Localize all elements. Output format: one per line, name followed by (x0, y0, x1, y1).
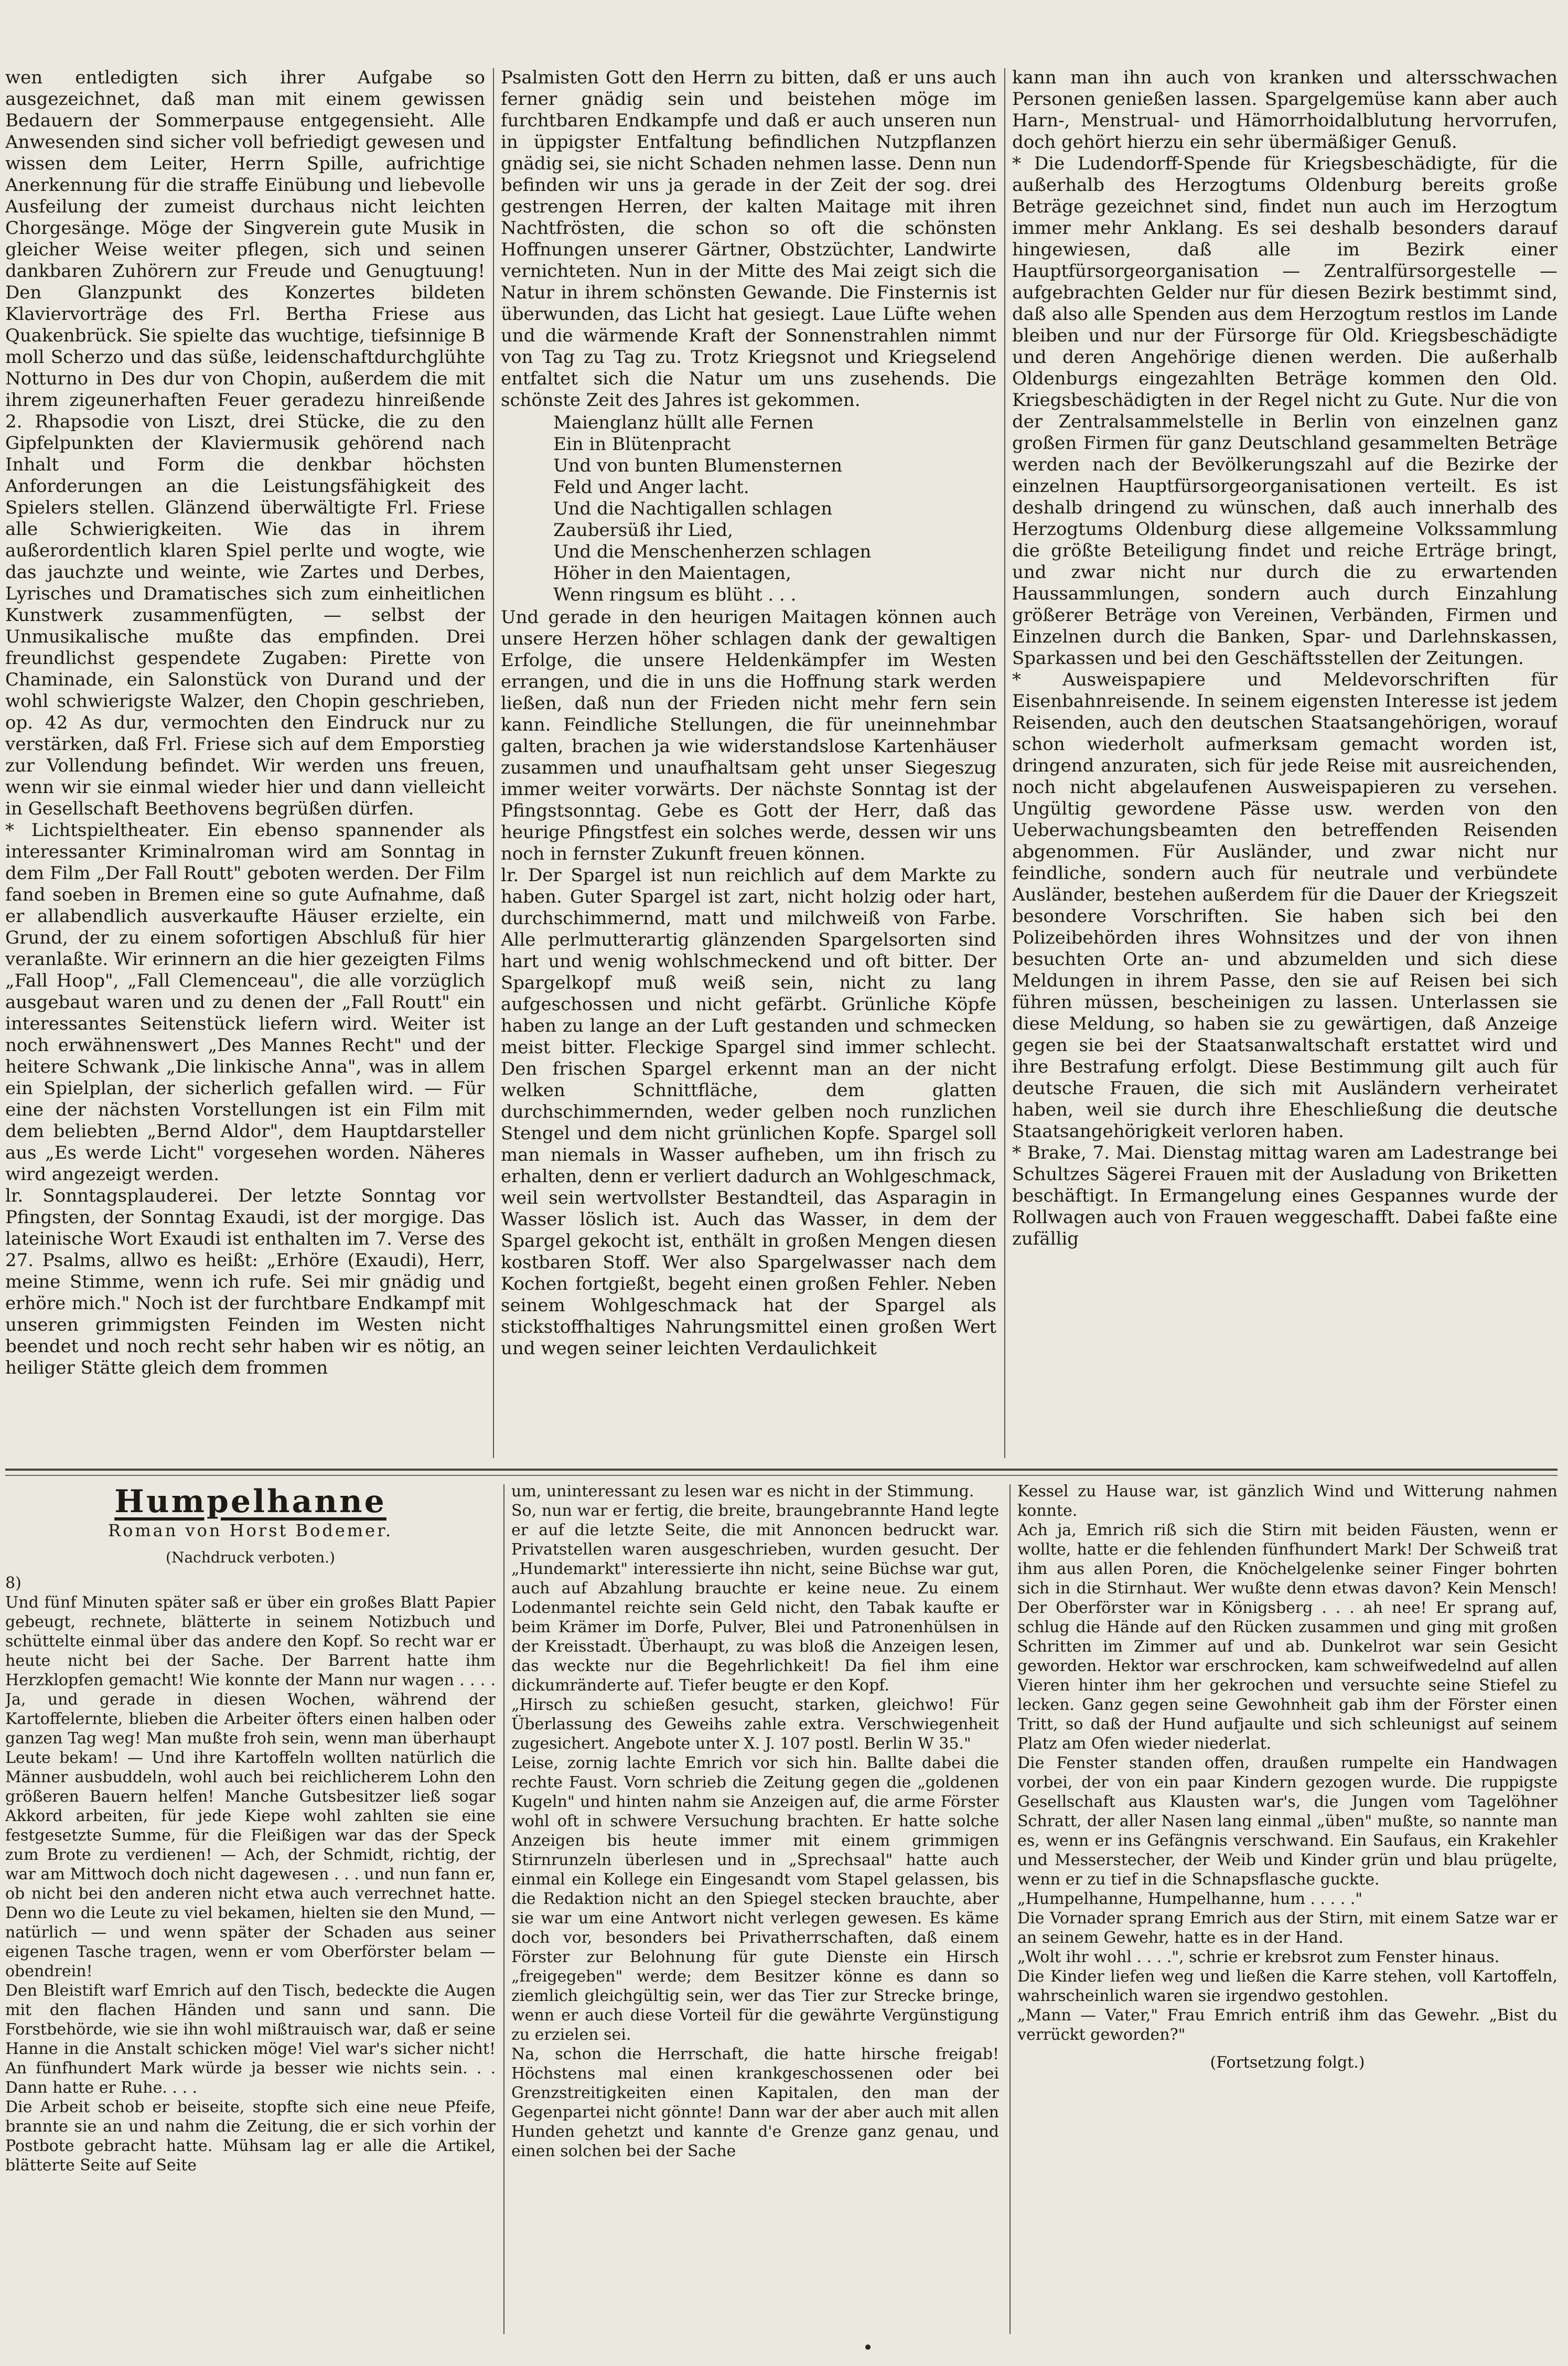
installment-number: 8) (5, 1574, 22, 1592)
poem-line: Wenn ringsum es blüht . . . (553, 584, 797, 605)
novel-paragraph: Die Kinder liefen weg und ließen die Karre stehen, voll Kartoffeln, wahrscheinlich waren sie irgendwo gestohlen. (1017, 1967, 1558, 2005)
novel-paragraph: Den Bleistift warf Emrich auf den Tisch, bedeckte die Augen mit den flachen Händen und sann und sann. Die Forstbehörde, wie sie ihn wohl mißtrauisch war, daß er seine Hanne in die Anstalt schicken möge! Viel war's sicher nicht! An fünfhundert Mark würde ja besser wie nichts sein. . . Dann hatte er Ruhe. . . . (5, 1982, 496, 2097)
section-divider-thin (5, 1475, 1558, 1476)
novel-paragraph: Na, schon die Herrschaft, die hatte hirsche freigab! Höchstens mal einen krankgeschossenen oder bei Grenzstreitigkeiten einen Kapitalen, den man der Gegenpartei nicht gönnte! Dann war der aber auch mit allen Hunden gehetzt und kannte d'e Grenze ganz genau, und einen solchen bei der Sache (511, 2045, 999, 2160)
serial-column-3 (1017, 1482, 1558, 2342)
serial-column-2 (511, 1482, 999, 2342)
poem-line: Maienglanz hüllt alle Fernen (553, 412, 814, 433)
novel-paragraph: Ach ja, Emrich riß sich die Stirn mit beiden Fäusten, wenn er wollte, hatte er die fehlenden fünfhundert Mark! Der Schweiß trat ihm aus allen Poren, die Knöchelgelenke seiner Finger bohrten sich in die Stirnhaut. Wer wußte denn etwas davon? Kein Mensch! Der Oberförster war in Königsberg . . . ah nee! Er sprang auf, schlug die Hände auf den Rücken zusammen und ging mit großen Schritten im Zimmer auf und ab. Dunkelrot war sein Gesicht geworden. Hektor war erschrocken, kam schweifwedelnd auf allen Vieren hinter ihm her gekrochen und versuchte seine Stiefel zu lecken. Ganz gegen seine Gewohnheit gab ihm der Förster einen Tritt, so daß der Hund aufjaulte und sich schleunigst auf seinem Platz am Ofen wieder niederlat. (1017, 1521, 1558, 1753)
reprint-notice: (Nachdruck verboten.) (166, 1549, 335, 1566)
novel-paragraph: Leise, zornig lachte Emrich vor sich hin. Ballte dabei die rechte Faust. Vorn schrieb die Zeitung gegen die „goldenen Kugeln" und hinten nahm sie Anzeigen auf, die arme Förster wohl oft in schwere Versuchung brachten. Er hatte solche Anzeigen bis heute immer mit einem grimmigen Stirnrunzeln überlesen und in „Sprechsaal" hatte auch einmal ein Kollege ein Eingesandt vom Stapel gelassen, bis die Redaktion nicht an den Spiegel stecken brauchte, aber sie war um eine Antwort nicht verlegen gewesen. Es käme doch vor, besonders bei Privatherrschaften, daß einem Förster zur Belohnung für gute Dienste ein Hirsch „freigegeben" werde; dem Besitzer könne es dann so ziemlich gleichgültig sein, wer das Tier zur Strecke bringe, wenn er auch diese Vorteil für die gewährte Vergünstigung zu erzielen sei. (511, 1754, 999, 2044)
novel-paragraph: „Humpelhanne, Humpelhanne, hum . . . . ." (1017, 1890, 1363, 1908)
cinema-notice: * Lichtspieltheater. Ein ebenso spannender als interessanter Kriminalroman wird am Sonntag in dem Film „Der Fall Routt" geboten werden. Der Film fand soeben in Bremen eine so gute Aufnahme, daß er allabendlich ausverkaufte Häuser erzielte, ein Grund, der zu einem sofortigen Abschluß für hier veranlaßte. Wir erinnern an die hier gezeigten Films „Fall Hoop", „Fall Clemenceau", die alle vorzüglich ausgebaut waren und zu denen der „Fall Routt" ein interessantes Seitenstück liefern wird. Weiter ist noch erwähnenswert „Des Mannes Recht" und der heitere Schwank „Die linkische Anna", was in allem ein Spielplan, der sicherlich gefallen wird. — Für eine der nächsten Vorstellungen ist ein Film mit dem beliebten „Bernd Aldor", dem Hauptdarsteller aus „Es werde Licht" vorgesehen worden. Näheres wird angezeigt werden. (5, 820, 485, 1185)
novel-author: Roman von Horst Bodemer. (108, 1521, 393, 1540)
continuation-notice: (Fortsetzung folgt.) (1210, 2053, 1365, 2072)
novel-paragraph: Und fünf Minuten später saß er über ein großes Blatt Papier gebeugt, rechnete, blätterte in seinem Notizbuch und schüttelte einmal über das andere den Kopf. So recht war er heute nicht bei der Sache. Der Barrent hatte ihm Herzklopfen gemacht! Wie konnte der Mann nur wagen . . . . Ja, und gerade in diesen Wochen, während der Kartoffelernte, blieben die Arbeiter öfters einen halben oder ganzen Tag weg! Man mußte froh sein, wenn man überhaupt Leute bekam! — Und ihre Kartoffeln wollten natürlich die Männer ausbuddeln, wohl auch bei reichlicherem Lohn den größeren Bauern helfen! Manche Gutsbesitzer ließ sogar Akkord arbeiten, für jede Kiepe wohl zahlten sie eine festgesetzte Summe, für die Fleißigen war das der Speck zum Brote zu verdienen! — Ach, der Schmidt, richtig, der war am Mittwoch doch nicht dagewesen . . . und nun fann er, ob nicht bei den anderen nicht etwa auch verrechnet hatte. Denn wo die Leute zu viel bekamen, hielten sie den Mund, — natürlich — und wenn später der Schaden aus seiner eigenen Tasche tragen, wenn er vom Oberförster belam — obendrein! (5, 1593, 496, 1980)
column-rule (493, 68, 494, 1458)
serial-column-1 (5, 1482, 496, 2342)
poem-line: Und von bunten Blumensternen (553, 455, 842, 476)
column-rule (1009, 1484, 1011, 2334)
sunday-chat: lr. Sonntagsplauderei. Der letzte Sonntag vor Pfingsten, der Sonntag Exaudi, ist der morgige. Das lateinische Wort Exaudi ist enthalten im 7. Verse des 27. Psalms, allwo es heißt: „Erhöre (Exaudi), Herr, meine Stimme, wenn ich rufe. Sei mir gnädig und erhöre mich." Noch ist der furchtbare Endkampf mit unseren grimmigsten Feinden im Westen nicht beendet und noch recht sehr haben wir es nötig, an heiliger Stätte gleich dem frommen (5, 1185, 485, 1378)
novel-paragraph: Kessel zu Hause war, ist gänzlich Wind und Witterung nahmen konnte. (1017, 1482, 1558, 1520)
poem-line: Ein in Blütenpracht (553, 434, 731, 455)
brake-report: * Brake, 7. Mai. Dienstag mittag waren am Ladestrange bei Schultzes Sägerei Frauen mit der Ausladung von Briketten beschäftigt. In Ermangelung eines Gespannes wurde der Rollwagen auch von Frauen weggeschafft. Dabei faßte eine zufällig (1012, 1142, 1558, 1249)
travel-documents-notice: * Ausweispapiere und Meldevorschriften für Eisenbahnreisende. In seinem eigensten Interesse ist jedem Reisenden, auch den deutschen Staatsangehörigen, worauf schon wiederholt aufmerksam gemacht worden ist, dringend anzuraten, sich für jede Reise mit ausreichenden, noch nicht abgelaufenen Ausweispapieren zu versehen. Ungültig gewordene Pässe usw. werden von den Ueberwachungsbeamten den betreffenden Reisenden abgenommen. Für Ausländer, und zwar nicht nur feindliche, sondern auch für neutrale und verbündete Ausländer, bestehen außerdem für die Dauer der Kriegszeit besondere Vorschriften. Sie haben sich bei den Polizeibehörden ihres Wohnsitzes und der von ihnen besuchten Orte an- und abzumelden und sich diese Meldungen in ihrem Passe, den sie auf Reisen bei sich führen müssen, bescheinigen zu lassen. Unterlassen sie diese Meldung, so haben sie zu gewärtigen, daß Anzeige gegen sie bei der Staatsanwaltschaft erstattet wird und ihre Bestrafung erfolgt. Diese Bestimmung gilt auch für deutsche Frauen, die sich mit Ausländern verheiratet haben, weil sie durch ihre Eheschließung die deutsche Staatsangehörigkeit verloren haben. (1012, 669, 1558, 1142)
victory-paragraph: Und gerade in den heurigen Maitagen können auch unsere Herzen höher schlagen dank der gewaltigen Erfolge, die unsere Heldenkämpfer im Westen errangen, und die in uns die Hoffnung stark werden ließen, daß nun der Frieden nicht mehr fern sein kann. Feindliche Stellungen, die für uneinnehmbar galten, brachen ja wie widerstandslose Kartenhäuser zusammen und unaufhaltsam geht unser Siegeszug immer weiter vorwärts. Der nächste Sonntag ist der Pfingstsonntag. Gebe es Gott der Herr, daß das heurige Pfingstfest ein solches werde, dessen wir uns noch in fernster Zukunft freuen können. (501, 607, 996, 864)
novel-title: Humpelhanne (114, 1483, 386, 1520)
may-poem (553, 412, 996, 606)
poem-line: Und die Nachtigallen schlagen (553, 498, 833, 519)
ludendorff-donation: * Die Ludendorff-Spende für Kriegsbeschädigte, für die außerhalb des Herzogtums Oldenburg bereits große Beträge gezeichnet sind, findet nun auch im Herzogtum immer mehr Anklang. Es sei deshalb besonders darauf hingewiesen, daß alle im Bezirk einer Hauptfürsorgeorganisation — Zentralfürsorgestelle — aufgebrachten Gelder nur für diesen Bezirk bestimmt sind, daß also alle Spenden aus dem Herzogtum restlos im Lande bleiben und nur der Fürsorge für Old. Kriegsbeschädigte und deren Angehörige dienen werden. Die außerhalb Oldenburgs eingezahlten Beträge kommen den Old. Kriegsbeschädigten in der Regel nicht zu Gute. Nur die von der Zentralsammelstelle in Berlin von einzelnen ganz großen Firmen für ganz Deutschland gesammelten Beträge werden nach der Bevölkerungszahl auf die Bezirke der einzelnen Hauptfürsorgeorganisationen verteilt. Es ist deshalb dringend zu wünschen, daß auch innerhalb des Herzogtums Oldenburg diese allgemeine Volkssammlung die größte Beteiligung findet und reiche Erträge bringt, und zwar nicht nur durch die zu erwartenden Haussammlungen, sondern auch durch Einzahlung größerer Beträge von Vereinen, Verbänden, Firmen und Einzelnen durch die Banken, Spar- und Darlehnskassen, Sparkassen und bei den Geschäftsstellen der Zeitungen. (1012, 153, 1558, 669)
column-rule (1004, 68, 1005, 1458)
poem-line: Und die Menschenherzen schlagen (553, 541, 872, 562)
novel-advertisement-quote: „Hirsch zu schießen gesucht, starken, gleichwo! Für Überlassung des Geweihs zahle extra. Verschwiegenheit zugesichert. Angebote unter X. J. 107 postl. Berlin W 35." (511, 1696, 999, 1753)
novel-paragraph: So, nun war er fertig, die breite, braungebrannte Hand legte er auf die letzte Seite, die mit Annoncen bedruckt war. Privatstellen waren ausgeschrieben, wurden gesucht. Der „Hundemarkt" interessierte ihn nicht, seine Büchse war gut, auch auf Abzahlung brauchte er keine neue. Zu einem Lodenmantel reichte sein Geld nicht, den Tabak kaufte er beim Krämer im Dorfe, Pulver, Blei und Patronenhülsen in der Kreisstadt. Überhaupt, zu was bloß die Anzeigen lesen, das weckte nur die Begehrlichkeit! Da fiel ihm eine dickumränderte auf. Tiefer beugte er den Kopf. (511, 1502, 999, 1695)
novel-paragraph: Die Arbeit schob er beiseite, stopfte sich eine neue Pfeife, brannte sie an und nahm die Zeitung, die er sich vorhin der Postbote gebracht hatte. Mühsam lag er alle die Artikel, blätterte Seite auf Seite (5, 2098, 496, 2175)
poem-line: Höher in den Maientagen, (553, 563, 791, 584)
psalm-paragraph: Psalmisten Gott den Herrn zu bitten, daß er uns auch ferner gnädig sein und beistehen möge im furchtbaren Endkampfe und daß er auch unseren nun in üppigster Entfaltung befindlichen Nutzpflanzen gnädig sei, sie nicht Schaden nehmen lasse. Denn nun befinden wir uns ja gerade in der Zeit der sog. drei gestrengen Herren, der kalten Maitage mit ihren Nachtfrösten, die schon so oft die schönsten Hoffnungen unserer Gärtner, Obstzüchter, Landwirte vernichteten. Nun in der Mitte des Mai zeigt sich die Natur in ihrem schönsten Gewande. Die Finsternis ist überwunden, das Licht hat gesiegt. Laue Lüfte wehen und die wärmende Kraft der Sonnenstrahlen nimmt von Tag zu Tag zu. Trotz Kriegsnot und Kriegselend entfaltet sich die Natur um uns zusehends. Die schönste Zeit des Jahres ist gekommen. (501, 67, 996, 411)
novel-paragraph: Die Vornader sprang Emrich aus der Stirn, mit einem Satze war er an seinem Gewehr, hatte es in der Hand. (1017, 1909, 1558, 1947)
news-column-2 (501, 67, 996, 1452)
poem-line: Feld und Anger lacht. (553, 477, 749, 498)
novel-paragraph: um, uninteressant zu lesen war es nicht in der Stimmung. (511, 1482, 974, 1501)
section-divider (5, 1469, 1558, 1471)
news-column-1 (5, 67, 485, 1452)
novel-paragraph: Die Fenster standen offen, draußen rumpelte ein Handwagen vorbei, der von ein paar Kindern gezogen wurde. Die ruppigste Gesellschaft aus Klausten war's, die Jungen vom Tagelöhner Schratt, der aller Nasen lang einmal „üben" mußte, so nannte man es, wenn er ins Gefängnis verschwand. Ein Saufaus, ein Krakehler und Messerstecher, der Weib und Kinder grün und blau prügelte, wenn er zu tief in die Schnapsflasche guckte. (1017, 1754, 1558, 1889)
poem-line: Zaubersüß ihr Lied, (553, 520, 733, 541)
concert-review: wen entledigten sich ihrer Aufgabe so ausgezeichnet, daß man mit einem gewissen Bedauern der Sommerpause entgegensieht. Alle Anwesenden sind sicher voll befriedigt gewesen und wissen dem Leiter, Herrn Spille, aufrichtige Anerkennung für die straffe Einübung und liebevolle Ausfeilung der zumeist durchaus nicht leichten Chorgesänge. Möge der Singverein gute Musik in gleicher Weise weiter pflegen, sich und seinen dankbaren Zuhörern zur Freude und Genugtuung! Den Glanzpunkt des Konzertes bildeten Klaviervorträge des Frl. Bertha Friese aus Quakenbrück. Sie spielte das wuchtige, tiefsinnige B moll Scherzo und das süße, leidenschaftdurchglühte Notturno in Des dur von Chopin, außerdem die mit ihrem zigeunerhaften Feuer geradezu hinreißende 2. Rhapsodie von Liszt, drei Stücke, die zu den Gipfelpunkten der Klaviermusik gehörend nach Inhalt und Form die denkbar höchsten Anforderungen an die Leistungsfähigkeit des Spielers stellen. Glänzend überwältigte Frl. Friese alle Schwierigkeiten. Wie das in ihrem außerordentlich klaren Spiel perlte und wogte, wie das jauchzte und weinte, wie Zartes und Derbes, Lyrisches und Dramatisches sich zum einheitlichen Kunstwerk zusammenfügten, — selbst der Unmusikalische mußte das empfinden. Drei freundlichst gespendete Zugaben: Pirette von Chaminade, ein Salonstück von Durand und der wohl schwierigste Walzer, den Chopin geschrieben, op. 42 As dur, vermochten den Eindruck nur zu verstärken, daß Frl. Friese sich auf dem Emporstieg zur Vollendung befindet. Wir werden uns freuen, wenn wir sie einmal wieder hier und dann vielleicht in Gesellschaft Beethovens begrüßen dürfen. (5, 67, 485, 819)
asparagus-article: lr. Der Spargel ist nun reichlich auf dem Markte zu haben. Guter Spargel ist zart, nicht holzig oder hart, durchschimmernd, matt und milchweiß von Farbe. Alle perlmutterartig glänzenden Spargelsorten sind hart und wenig wohlschmeckend und oft bitter. Der Spargelkopf muß weiß sein, nicht zu lang aufgeschossen und nicht gefärbt. Grünliche Köpfe haben zu lange an der Luft gestanden und schmecken meist bitter. Fleckige Spargel sind immer schlecht. Den frischen Spargel erkennt man an der nicht welken Schnittfläche, dem glatten durchschimmernden, weder gelben noch runzlichen Stengel und dem nicht grünlichen Kopfe. Spargel soll man niemals in Wasser aufheben, um ihn frisch zu erhalten, denn er verliert dadurch an Wohlgeschmack, weil sein wertvollster Bestandteil, das Asparagin in Wasser löslich ist. Auch das Wasser, in dem der Spargel gekocht ist, enthält in großen Mengen diesen kostbaren Stoff. Wer also Spargelwasser nach dem Kochen fortgießt, begeht einen großen Fehler. Neben seinem Wohlgeschmack hat der Spargel als stickstoffhaltiges Nahrungsmittel einen großen Wert und wegen seiner leichten Verdaulichkeit (501, 865, 996, 1359)
page-dot (865, 2344, 871, 2350)
news-column-3 (1012, 67, 1558, 1452)
column-rule (503, 1484, 504, 2334)
novel-paragraph: „Wolt ihr wohl . . . .", schrie er krebsrot zum Fenster hinaus. (1017, 1948, 1500, 1966)
asparagus-continued: kann man ihn auch von kranken und altersschwachen Personen genießen lassen. Spargelgemüse kann aber auch Harn-, Menstrual- und Hämorrhoidalblutung hervorrufen, doch gehört hierzu ein sehr übermäßiger Genuß. (1012, 67, 1558, 153)
novel-paragraph: „Mann — Vater," Frau Emrich entriß ihm das Gewehr. „Bist du verrückt geworden?" (1017, 2006, 1558, 2044)
